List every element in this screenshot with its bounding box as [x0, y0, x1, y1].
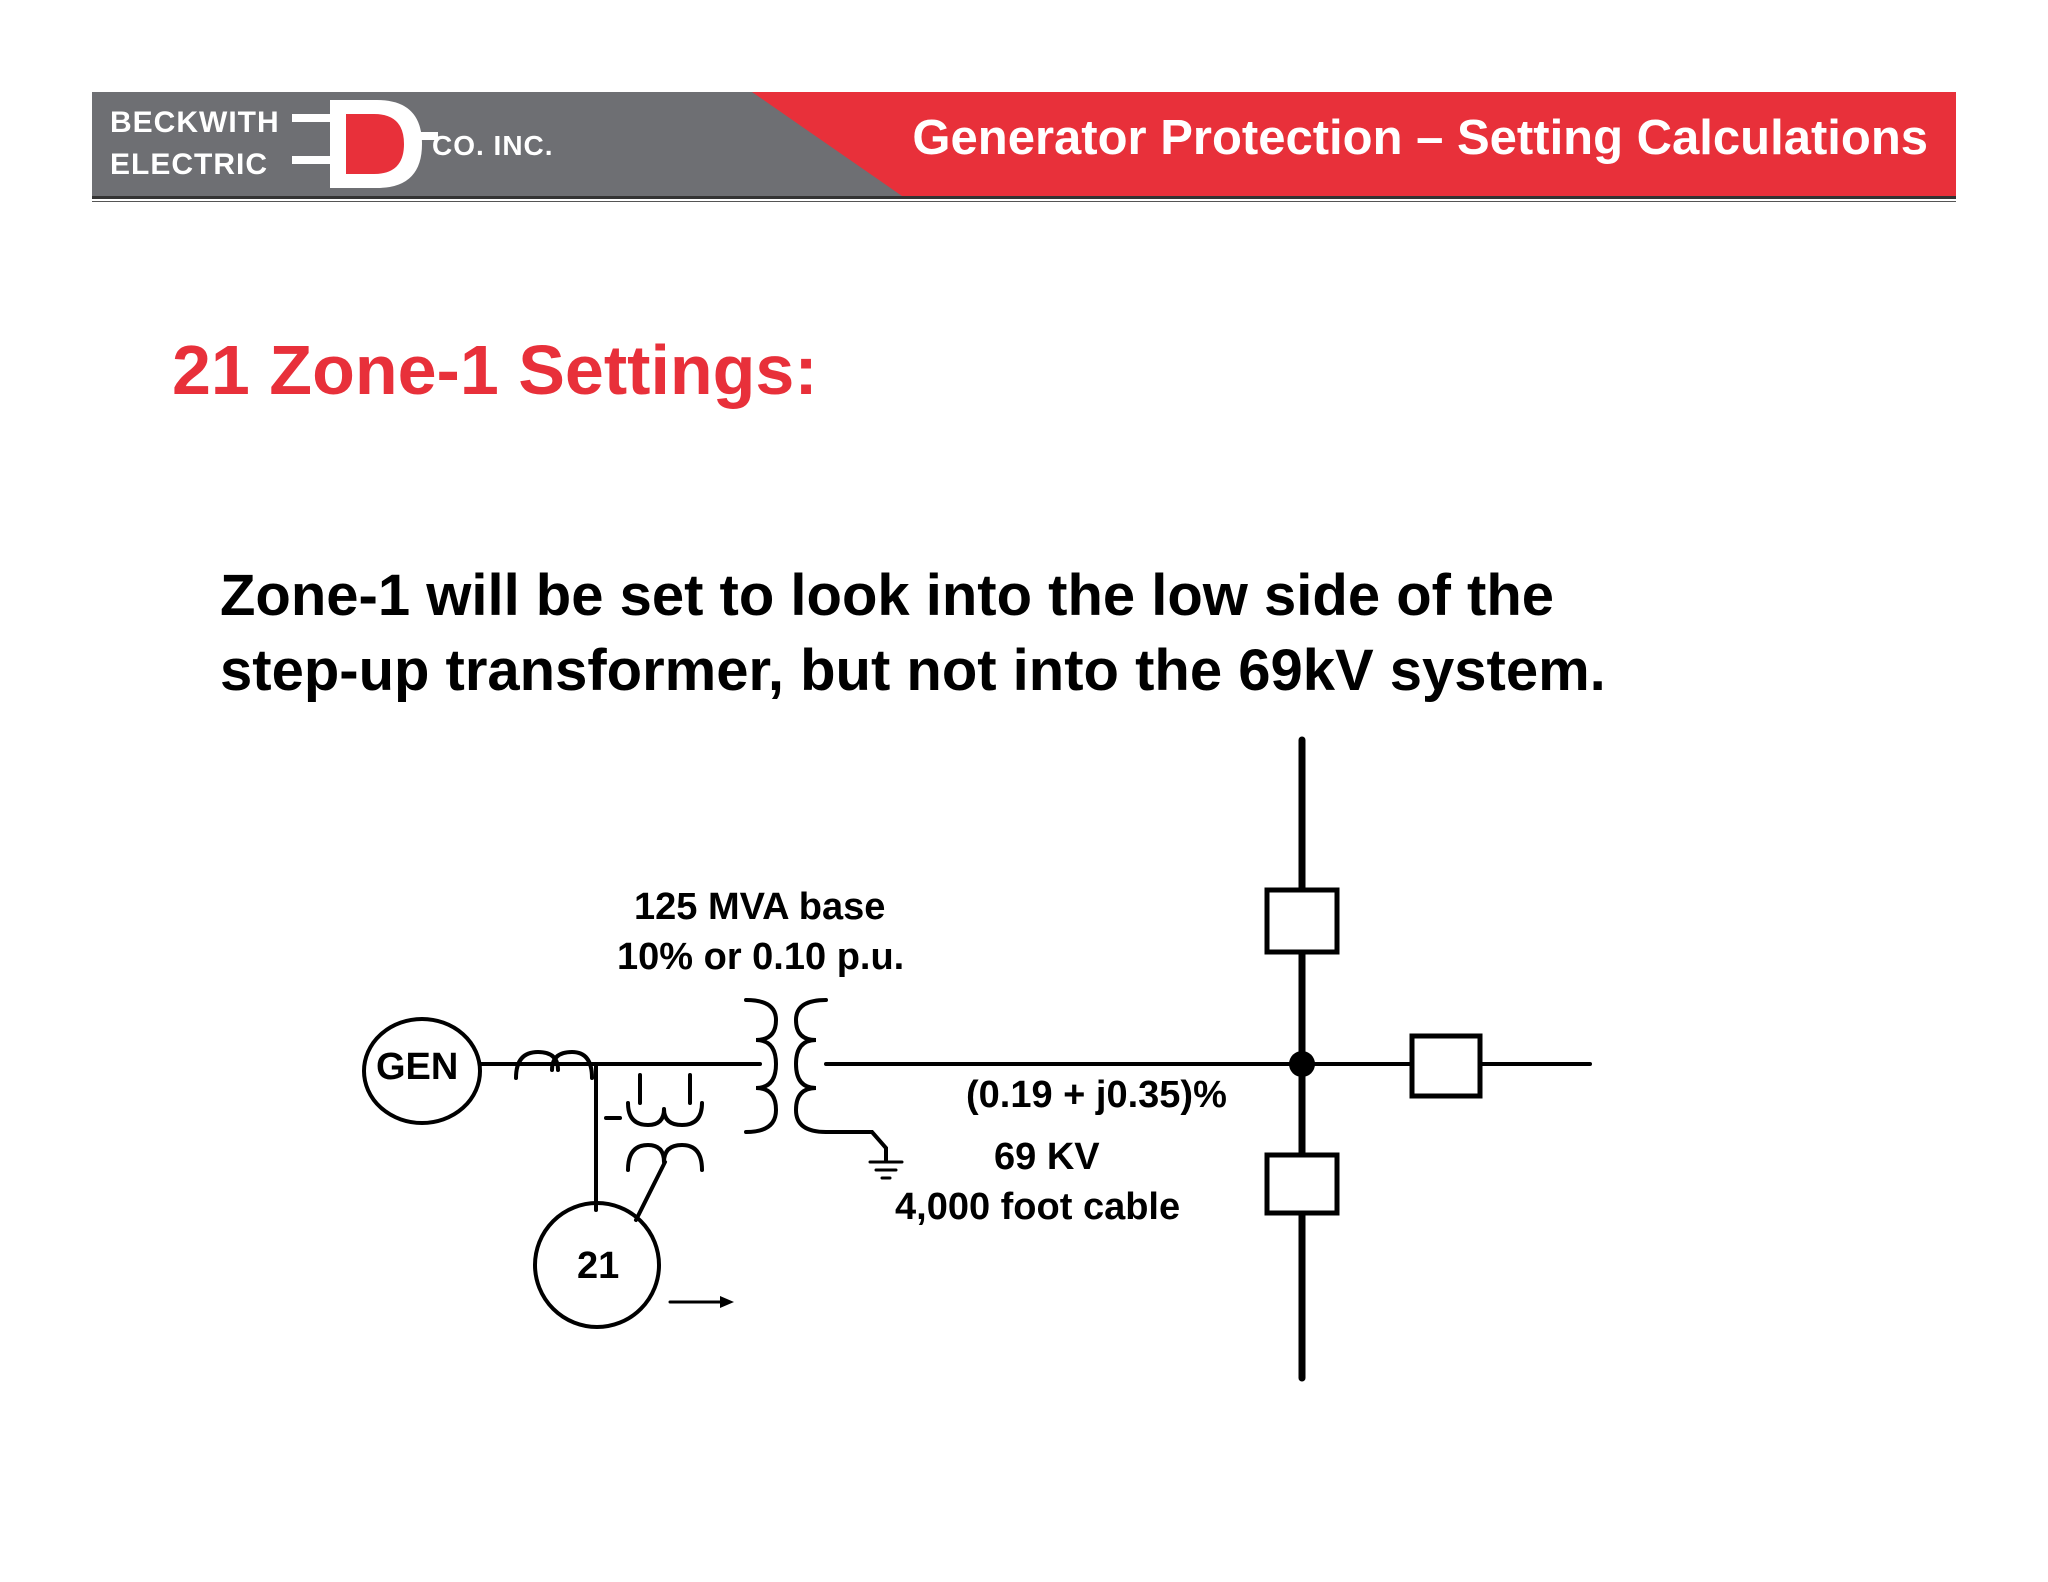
slide-title: 21 Zone-1 Settings:	[172, 331, 818, 409]
cable-impedance-label: (0.19 + j0.35)%	[966, 1074, 1227, 1116]
xfmr-rating-line1: 125 MVA base	[634, 886, 886, 928]
breaker-lower	[1267, 1155, 1337, 1213]
breaker-upper	[1267, 890, 1337, 952]
xfmr-rating-line2: 10% or 0.10 p.u.	[617, 936, 905, 978]
body-line-1: Zone-1 will be set to look into the low side of the	[220, 563, 1555, 628]
gen-label: GEN	[376, 1046, 459, 1088]
direction-arrowhead	[720, 1296, 734, 1308]
relay-21-label: 21	[577, 1245, 620, 1287]
ground-icon	[870, 1162, 902, 1178]
header-title: Generator Protection – Setting Calculations	[912, 111, 1928, 165]
cable-length-label: 4,000 foot cable	[895, 1186, 1181, 1228]
vt-secondary-lead	[636, 1162, 665, 1220]
logo-text-beckwith: BECKWITH	[110, 106, 280, 139]
logo-text-electric: ELECTRIC	[110, 148, 268, 181]
neutral-lead	[826, 1132, 886, 1160]
voltage-transformer-icon	[606, 1075, 702, 1170]
breaker-outgoing	[1412, 1036, 1480, 1096]
logo-text-co-inc: CO. INC.	[432, 130, 554, 161]
cable-voltage-label: 69 KV	[994, 1136, 1100, 1178]
body-line-2: step-up transformer, but not into the 69kV system.	[220, 638, 1606, 703]
